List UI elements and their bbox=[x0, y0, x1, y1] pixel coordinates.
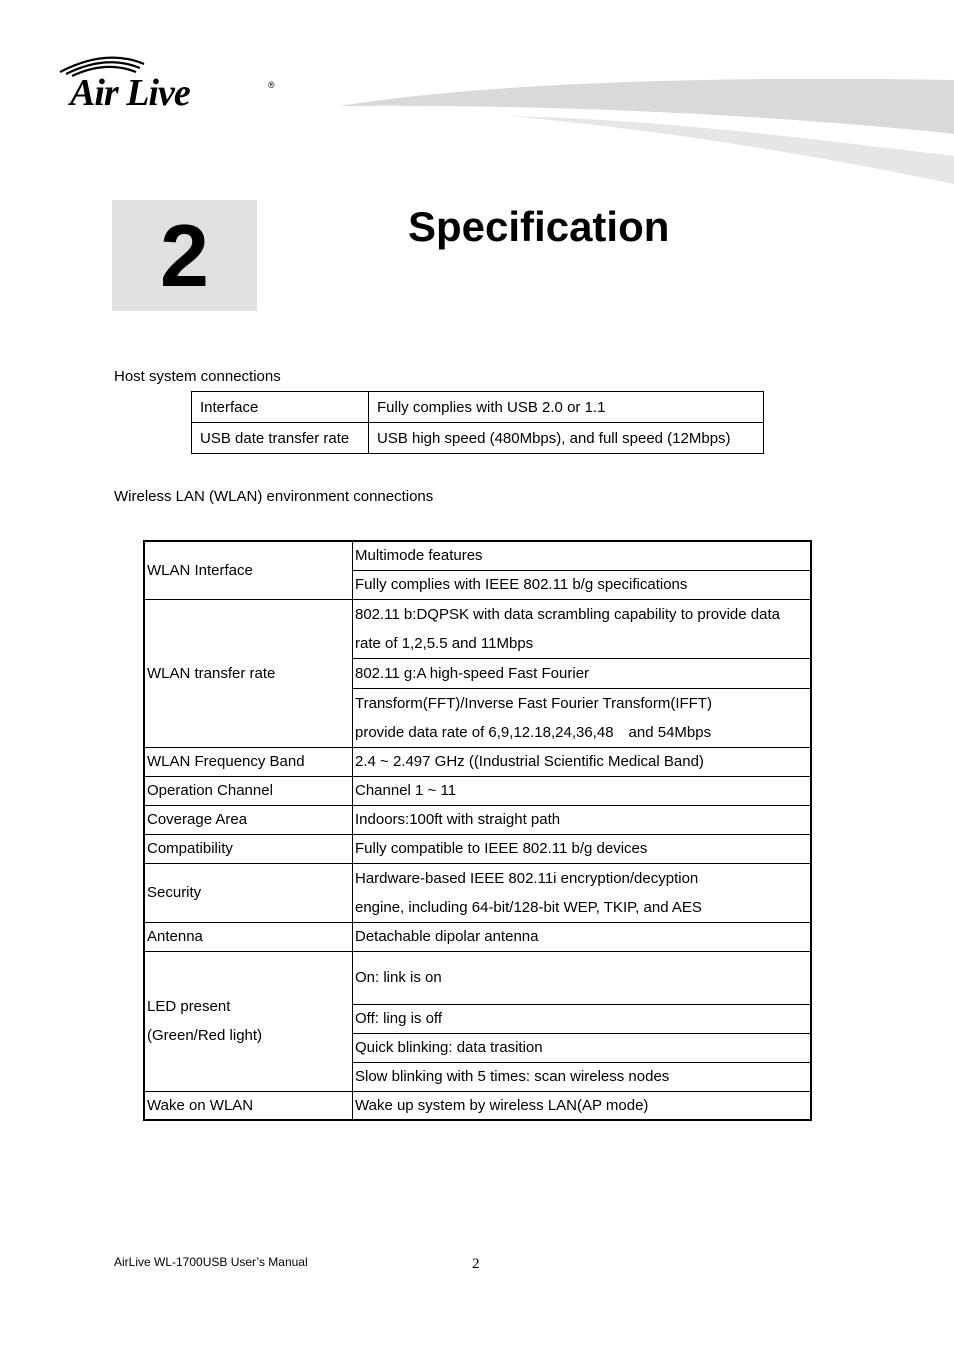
spec-value bbox=[353, 863, 812, 922]
spec-key-line: LED present bbox=[147, 998, 231, 1015]
spec-value: Fully complies with IEEE 802.11 b/g specifications bbox=[353, 570, 812, 599]
chapter-number: 2 bbox=[160, 205, 209, 305]
table-row bbox=[192, 423, 764, 454]
spec-key: Antenna bbox=[144, 922, 353, 951]
footer-page-number: 2 bbox=[472, 1256, 480, 1272]
spec-value: Slow blinking with 5 times: scan wireless nodes bbox=[353, 1062, 812, 1091]
wlan-section-label: Wireless LAN (WLAN) environment connections bbox=[114, 488, 434, 505]
spec-key: USB date transfer rate bbox=[192, 423, 369, 454]
spec-key: WLAN Frequency Band bbox=[144, 747, 353, 776]
spec-value: 2.4 ~ 2.497 GHz ((Industrial Scientific Medical Band) bbox=[353, 747, 812, 776]
table-row bbox=[144, 599, 811, 658]
host-connections-table bbox=[191, 391, 764, 454]
table-row bbox=[144, 541, 811, 570]
table-row bbox=[144, 834, 811, 863]
spec-value: Off: ling is off bbox=[353, 1004, 812, 1033]
spec-value: USB high speed (480Mbps), and full speed (12Mbps) bbox=[369, 423, 764, 454]
table-row bbox=[144, 1091, 811, 1120]
spec-value-line: 802.11 g:A high-speed Fast Fourier bbox=[355, 664, 590, 682]
spec-key-line: (Green/Red light) bbox=[147, 1027, 263, 1044]
spec-value: Wake up system by wireless LAN(AP mode) bbox=[353, 1091, 812, 1120]
table-row bbox=[144, 776, 811, 805]
table-row bbox=[144, 922, 811, 951]
host-section-label: Host system connections bbox=[114, 368, 281, 385]
table-row bbox=[144, 805, 811, 834]
header-swoosh-graphic bbox=[340, 70, 954, 190]
spec-value: Quick blinking: data trasition bbox=[353, 1033, 812, 1062]
footer-manual-title: AirLive WL-1700USB User’s Manual bbox=[114, 1255, 308, 1269]
wlan-connections-table bbox=[143, 540, 812, 1121]
logo-wordmark: Air Live bbox=[70, 72, 190, 114]
spec-key: WLAN transfer rate bbox=[144, 599, 353, 747]
spec-value: Fully compatible to IEEE 802.11 b/g devices bbox=[353, 834, 812, 863]
table-row bbox=[192, 392, 764, 423]
spec-value-line: rate of 1,2,5.5 and 11Mbps bbox=[355, 634, 534, 652]
airlive-logo bbox=[56, 50, 286, 120]
spec-value: On: link is on bbox=[353, 951, 812, 1004]
table-row bbox=[144, 747, 811, 776]
spec-key: Wake on WLAN bbox=[144, 1091, 353, 1120]
spec-value-line: 802.11 b:DQPSK with data scrambling capability to provide data bbox=[355, 605, 780, 623]
chapter-title: Specification bbox=[408, 203, 670, 250]
spec-key: Operation Channel bbox=[144, 776, 353, 805]
table-row bbox=[144, 951, 811, 1004]
spec-value-line: Transform(FFT)/Inverse Fast Fourier Transform(IFFT) bbox=[355, 694, 712, 712]
spec-value: Indoors:100ft with straight path bbox=[353, 805, 812, 834]
spec-value-line: engine, including 64-bit/128-bit WEP, TKIP, and AES bbox=[355, 898, 702, 916]
spec-value bbox=[353, 599, 812, 658]
spec-key: Interface bbox=[192, 392, 369, 423]
spec-key: Security bbox=[144, 863, 353, 922]
spec-value: Fully complies with USB 2.0 or 1.1 bbox=[369, 392, 764, 423]
registered-mark: ® bbox=[268, 80, 275, 90]
chapter-number-box bbox=[112, 200, 257, 311]
table-row bbox=[144, 863, 811, 922]
spec-value: Multimode features bbox=[353, 541, 812, 570]
spec-value bbox=[353, 658, 812, 747]
spec-value-line: Hardware-based IEEE 802.11i encryption/decyption bbox=[355, 869, 699, 887]
spec-key: Coverage Area bbox=[144, 805, 353, 834]
spec-key bbox=[144, 951, 353, 1091]
spec-value: Detachable dipolar antenna bbox=[353, 922, 812, 951]
spec-key: WLAN Interface bbox=[144, 541, 353, 599]
spec-key: Compatibility bbox=[144, 834, 353, 863]
spec-value-line: provide data rate of 6,9,12.18,24,36,48 and 54Mbps bbox=[355, 723, 712, 741]
spec-value: Channel 1 ~ 11 bbox=[353, 776, 812, 805]
